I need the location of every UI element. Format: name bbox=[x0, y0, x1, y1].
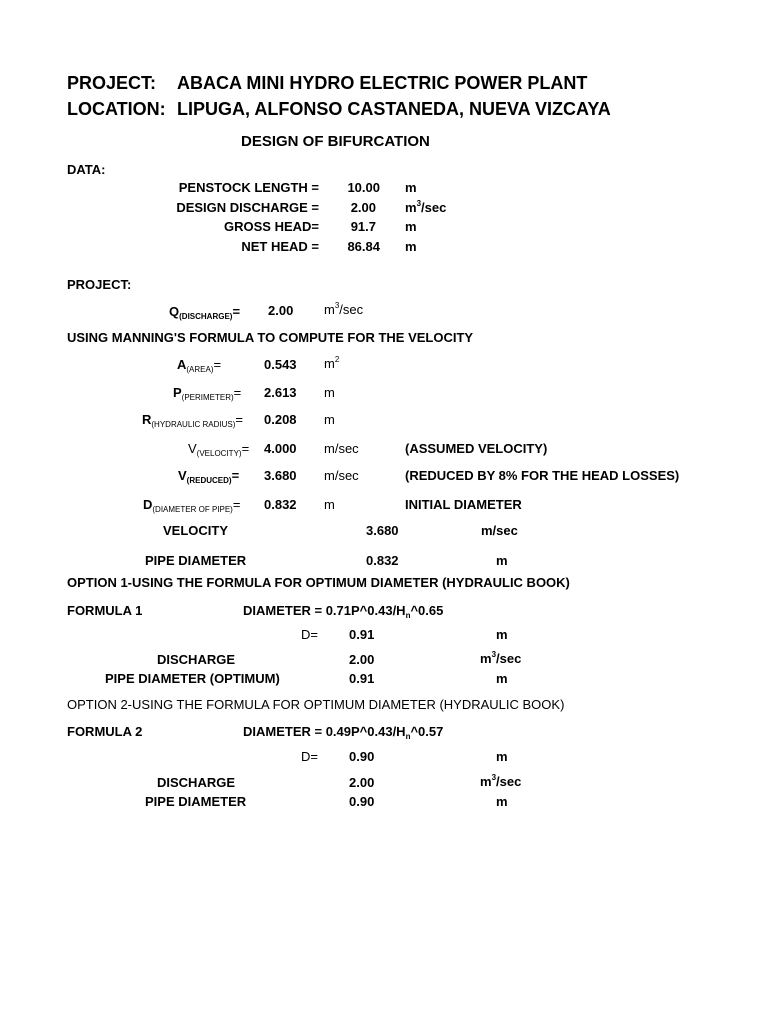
option2-pipe-value: 0.90 bbox=[349, 794, 375, 809]
hydraulic-radius-value: 0.208 bbox=[264, 412, 297, 427]
option1-pipe-value: 0.91 bbox=[349, 671, 375, 686]
summary-pipe-diameter-unit: m bbox=[496, 553, 508, 568]
net-head-unit: m bbox=[405, 239, 417, 254]
option2-discharge-label: DISCHARGE bbox=[157, 775, 236, 790]
project-name: ABACA MINI HYDRO ELECTRIC POWER PLANT bbox=[177, 73, 588, 93]
option2-d-value: 0.90 bbox=[349, 749, 375, 764]
design-discharge-label: DESIGN DISCHARGE = bbox=[176, 200, 319, 215]
option2-pipe-unit: m bbox=[496, 794, 508, 809]
option1-discharge-unit: $m^3/\sec$ bbox=[480, 650, 522, 666]
gross-head-value: 91.7 bbox=[350, 219, 376, 234]
option2-discharge-unit: $m^3/\sec$ bbox=[480, 773, 522, 789]
option1-discharge-value: 2.00 bbox=[349, 652, 375, 667]
option2-pipe-label: PIPE DIAMETER bbox=[145, 794, 247, 809]
area-symbol: $A_{(AREA)}=$ bbox=[177, 357, 222, 374]
formula1-label: FORMULA 1 bbox=[67, 603, 143, 618]
perimeter-symbol: $P_{(PERIMETER)}=$ bbox=[173, 385, 242, 402]
velocity-unit: m/sec bbox=[324, 441, 359, 456]
design-discharge-value: 2.00 bbox=[350, 200, 376, 215]
reduced-velocity-value: 3.680 bbox=[264, 468, 297, 483]
discharge-value: 2.00 bbox=[268, 303, 294, 318]
diameter-value: 0.832 bbox=[264, 497, 297, 512]
reduced-velocity-symbol: $V_{(REDUCED)}=$ bbox=[178, 468, 240, 485]
manning-heading: USING MANNING'S FORMULA TO COMPUTE FOR THE VELOCITY bbox=[67, 330, 474, 345]
diameter-note: INITIAL DIAMETER bbox=[405, 497, 522, 512]
formula2-expression: DIAMETER = $0.49P\^{}0.43/H_n\^{}0.57$ bbox=[243, 724, 444, 741]
data-label: DATA: bbox=[67, 162, 106, 177]
option1-pipe-unit: m bbox=[496, 671, 508, 686]
option2-heading: OPTION 2-USING THE FORMULA FOR OPTIMUM DIAMETER (HYDRAULIC BOOK) bbox=[67, 697, 565, 712]
project-label: PROJECT: bbox=[67, 73, 157, 93]
summary-pipe-diameter-value: 0.832 bbox=[366, 553, 399, 568]
net-head-value: 86.84 bbox=[347, 239, 380, 254]
net-head-label: NET HEAD = bbox=[241, 239, 319, 254]
option2-discharge-value: 2.00 bbox=[349, 775, 375, 790]
area-value: 0.543 bbox=[264, 357, 297, 372]
option1-heading: OPTION 1-USING THE FORMULA FOR OPTIMUM DIAMETER (HYDRAULIC BOOK) bbox=[67, 575, 570, 590]
project-section-label: PROJECT: bbox=[67, 277, 132, 292]
formula2-label: FORMULA 2 bbox=[67, 724, 143, 739]
summary-velocity-unit: m/sec bbox=[481, 523, 518, 538]
formula1-expression: DIAMETER = $0.71P\^{}0.43/H_n\^{}0.65$ bbox=[243, 603, 444, 620]
page-title: DESIGN OF BIFURCATION bbox=[241, 133, 430, 150]
option1-d-label: D= bbox=[301, 627, 318, 642]
hydraulic-radius-symbol: $R_{(HYDRAULIC RADIUS)}=$ bbox=[142, 412, 243, 429]
penstock-length-label: PENSTOCK LENGTH = bbox=[178, 180, 319, 195]
option2-d-unit: m bbox=[496, 749, 508, 764]
velocity-note: (ASSUMED VELOCITY) bbox=[405, 441, 548, 456]
diameter-unit: m bbox=[324, 497, 335, 512]
area-unit: $m^2$ bbox=[324, 355, 340, 371]
reduced-velocity-note: (REDUCED BY 8% FOR THE HEAD LOSSES) bbox=[405, 468, 680, 483]
option1-discharge-label: DISCHARGE bbox=[157, 652, 236, 667]
discharge-symbol: $Q_{(DISCHARGE)}=$ bbox=[169, 304, 241, 321]
diameter-symbol: $D_{(DIAMETER OF PIPE)}=$ bbox=[143, 497, 241, 514]
perimeter-unit: m bbox=[324, 385, 335, 400]
hydraulic-radius-unit: m bbox=[324, 412, 335, 427]
perimeter-value: 2.613 bbox=[264, 385, 297, 400]
gross-head-label: GROSS HEAD= bbox=[224, 219, 319, 234]
velocity-symbol: $V_{(VELOCITY)}=$ bbox=[188, 441, 250, 458]
summary-velocity-value: 3.680 bbox=[366, 523, 399, 538]
location-label: LOCATION: bbox=[67, 99, 166, 119]
reduced-velocity-unit: m/sec bbox=[324, 468, 359, 483]
gross-head-unit: m bbox=[405, 219, 417, 234]
discharge-unit: $m^3/\sec$ bbox=[324, 301, 364, 317]
summary-pipe-diameter-label: PIPE DIAMETER bbox=[145, 553, 247, 568]
design-discharge-unit: $m^3/\sec$ bbox=[405, 199, 447, 215]
option1-d-value: 0.91 bbox=[349, 627, 375, 642]
location-name: LIPUGA, ALFONSO CASTANEDA, NUEVA VIZCAYA bbox=[177, 99, 611, 119]
velocity-value: 4.000 bbox=[264, 441, 297, 456]
penstock-length-unit: m bbox=[405, 180, 417, 195]
penstock-length-value: 10.00 bbox=[347, 180, 380, 195]
option1-d-unit: m bbox=[496, 627, 508, 642]
option1-pipe-label: PIPE DIAMETER (OPTIMUM) bbox=[105, 671, 280, 686]
summary-velocity-label: VELOCITY bbox=[163, 523, 229, 538]
option2-d-label: D= bbox=[301, 749, 318, 764]
